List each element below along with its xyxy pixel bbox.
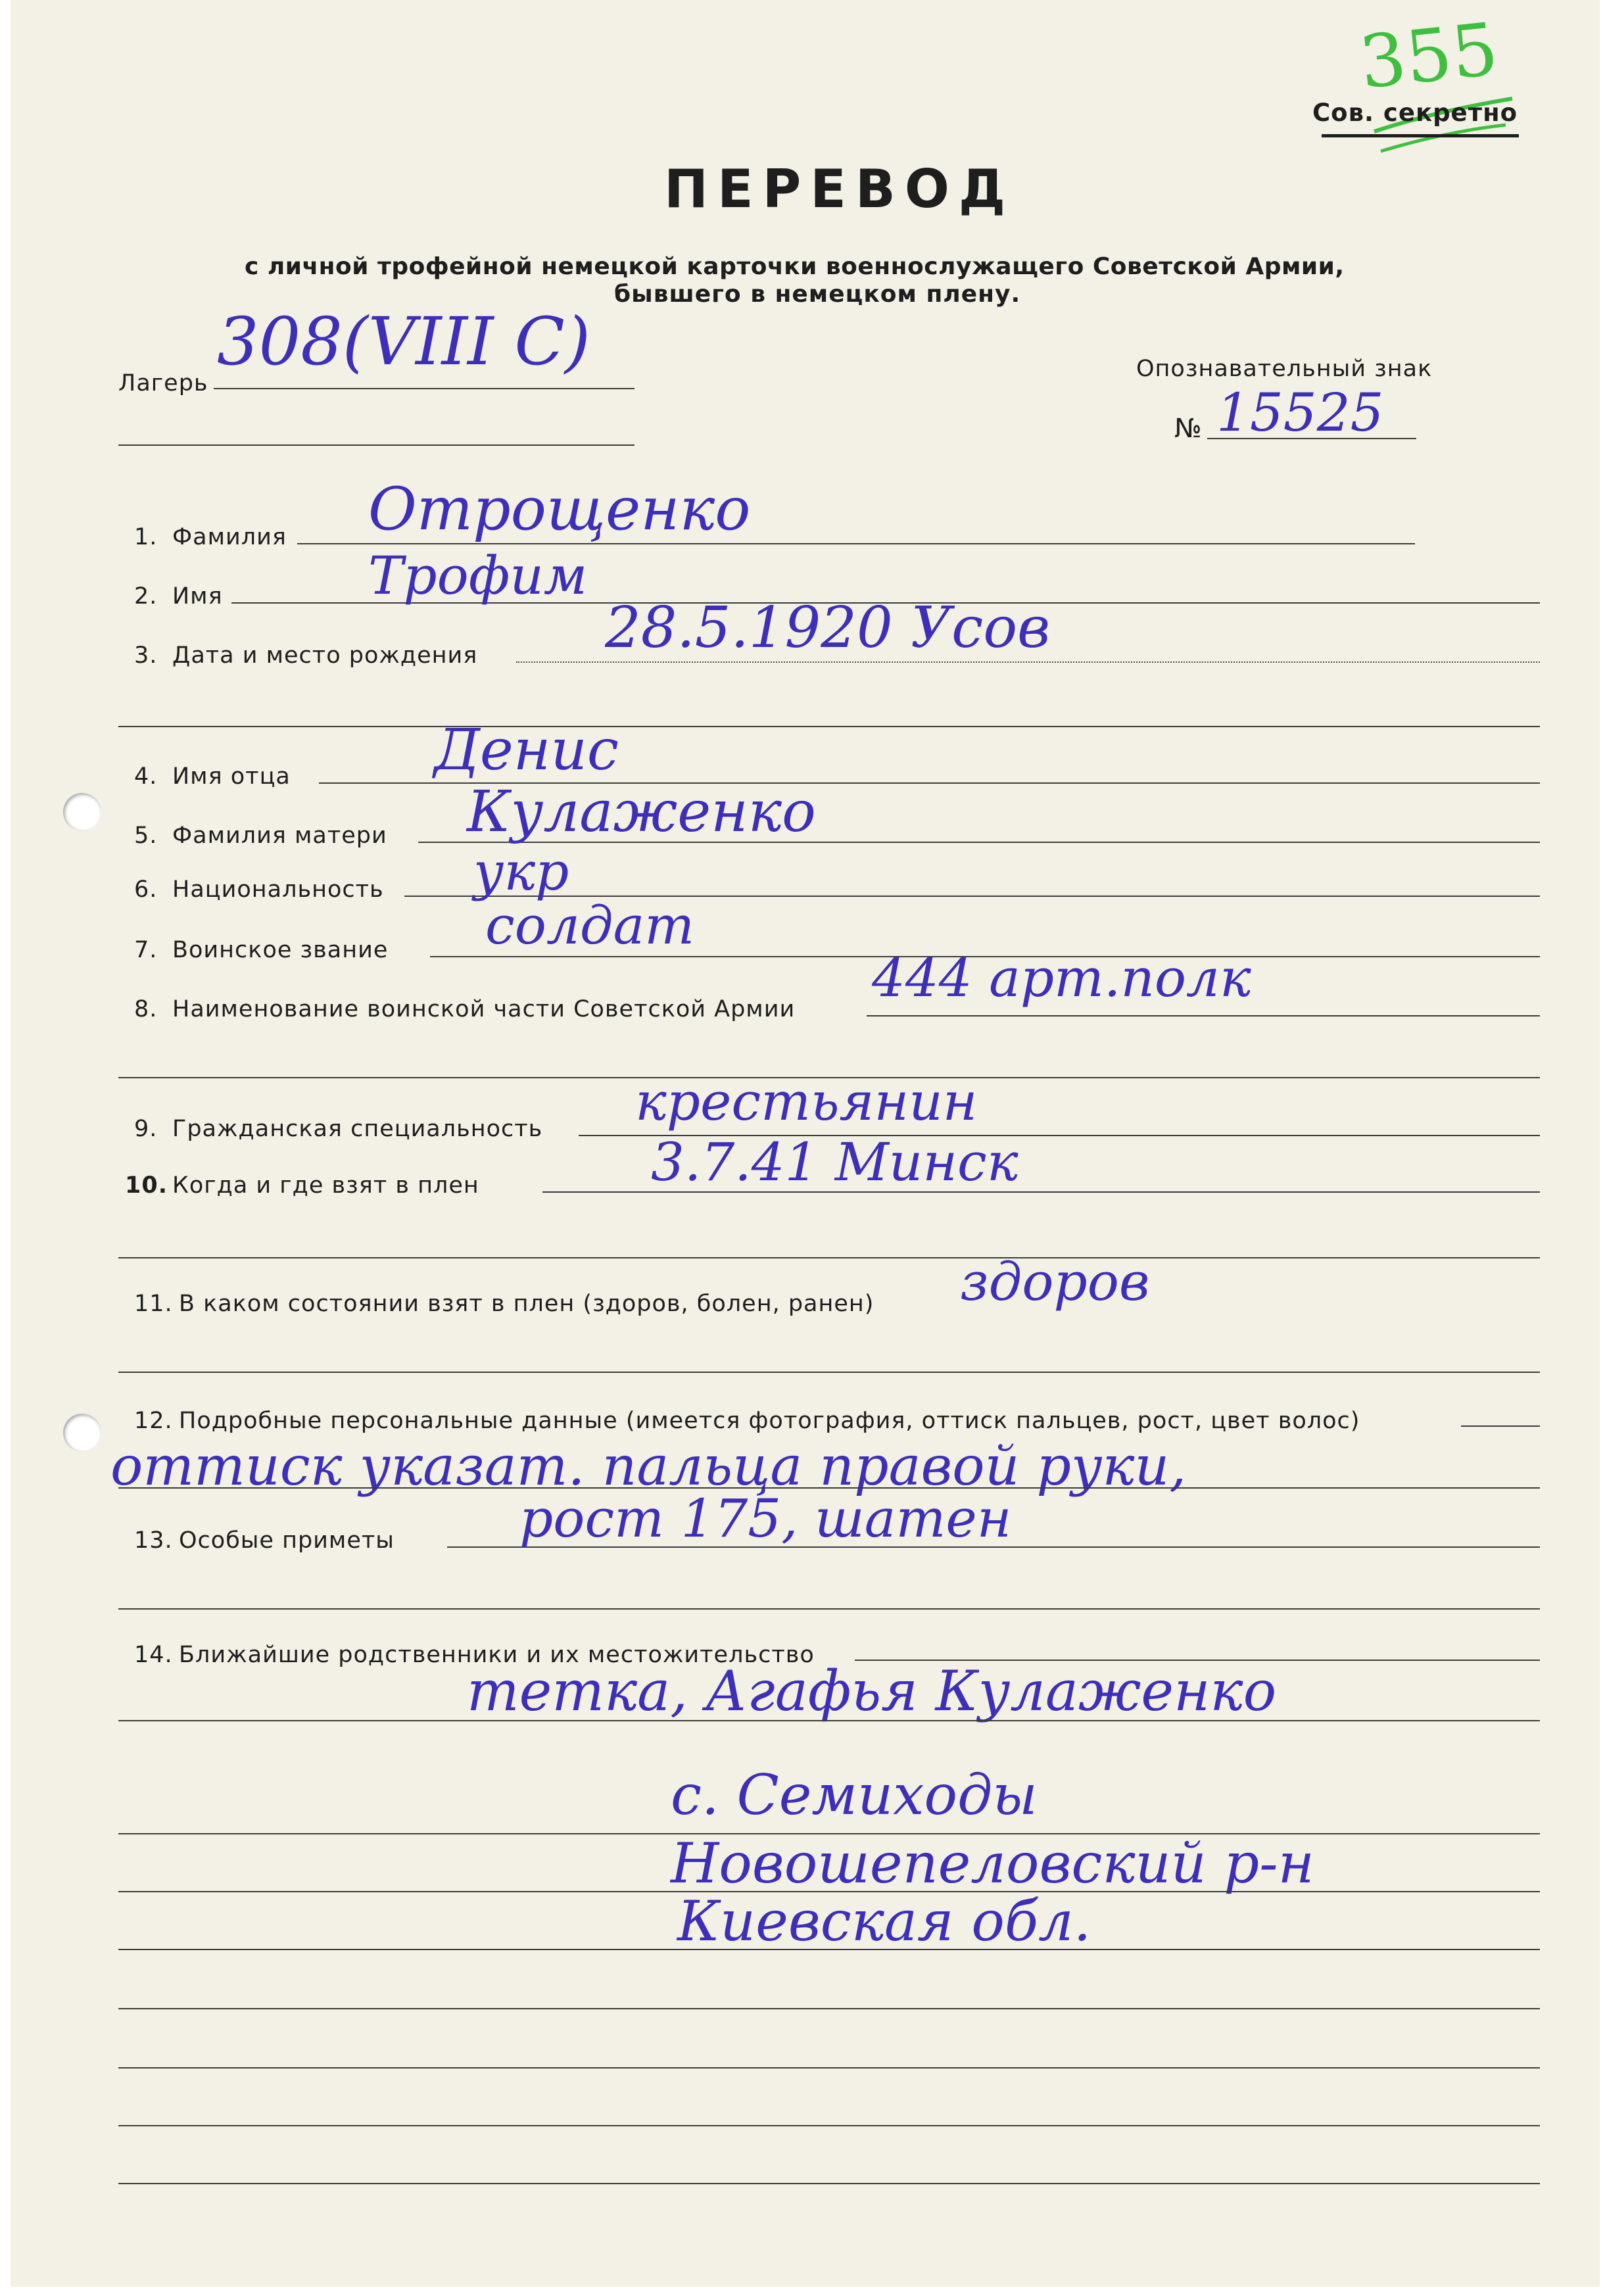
field-1-value: Отрощенко: [368, 475, 751, 544]
field-7-label: Воинское звание: [172, 937, 389, 963]
field-10-number: 10.: [125, 1172, 168, 1199]
camp-line: [214, 388, 635, 389]
field-9-value: крестьянин: [635, 1071, 978, 1132]
field-9-label: Гражданская специальность: [172, 1116, 543, 1142]
field-2-value: Трофим: [368, 545, 588, 606]
relatives-address-line-1: с. Семиходы: [671, 1763, 1038, 1827]
field-10-line-2: [118, 1257, 1540, 1258]
field-8-value: 444 арт.полк: [872, 947, 1251, 1009]
id-number-label: №: [1174, 414, 1203, 444]
field-3-line-2: [118, 726, 1540, 727]
field-12-number: 12.: [134, 1408, 173, 1434]
relatives-address-line-3: Киевская обл.: [677, 1889, 1091, 1953]
field-14-label: Ближайшие родственники и их местожительство: [179, 1642, 815, 1668]
camp-value: 308(VIII C): [217, 303, 590, 380]
field-4-label: Имя отца: [172, 763, 291, 790]
subtitle-line-2: бывшего в немецком плену.: [614, 281, 1021, 308]
field-3-label: Дата и место рождения: [172, 642, 478, 669]
address-line-5: [118, 2067, 1540, 2069]
field-12-line: [1461, 1425, 1540, 1427]
field-7-number: 7.: [134, 937, 158, 963]
address-line-4: [118, 2008, 1540, 2009]
field-10-label: Когда и где взят в плен: [172, 1172, 479, 1199]
field-11-value: здоров: [960, 1251, 1150, 1312]
field-11-label: В каком состоянии взят в плен (здоров, болен, ранен): [179, 1291, 874, 1317]
field-8-line: [867, 1015, 1540, 1016]
stamp-number: 355: [1355, 7, 1502, 105]
address-line-6: [118, 2125, 1540, 2126]
field-5-number: 5.: [134, 823, 158, 849]
field-13-label: Особые приметы: [179, 1527, 395, 1554]
field-7-value: солдат: [485, 895, 695, 956]
field-10-value: 3.7.41 Минск: [651, 1132, 1018, 1193]
field-2-number: 2.: [134, 583, 158, 610]
document-title: ПЕРЕВОД: [664, 158, 1015, 220]
field-1-number: 1.: [134, 524, 158, 550]
field-13-line-2: [118, 1608, 1540, 1610]
address-line-7: [118, 2183, 1540, 2184]
field-4-value: Денис: [434, 717, 619, 783]
address-line-3: [118, 1949, 1540, 1950]
camp-line-2: [118, 444, 635, 446]
subtitle-line-1: с личной трофейной немецкой карточки военнослужащего Советской Армии,: [245, 253, 1345, 280]
field-14-number: 14.: [134, 1642, 173, 1668]
field-6-label: Национальность: [172, 876, 384, 903]
field-2-label: Имя: [172, 583, 223, 610]
field-12-label: Подробные персональные данные (имеется фотография, оттиск пальцев, рост, цвет волос): [179, 1408, 1360, 1434]
field-9-number: 9.: [134, 1116, 158, 1142]
field-8-label: Наименование воинской части Советской Армии: [172, 996, 796, 1022]
field-12-value: оттиск указат. пальца правой руки,: [110, 1435, 1187, 1498]
field-14-value: тетка, Агафья Кулаженко: [467, 1659, 1277, 1723]
field-3-number: 3.: [134, 642, 158, 669]
id-mark-label: Опознавательный знак: [1136, 356, 1433, 382]
field-13-value: рост 175, шатен: [519, 1488, 1012, 1549]
classification-underline: [1322, 134, 1519, 137]
field-5-label: Фамилия матери: [172, 823, 387, 849]
field-13-number: 13.: [134, 1527, 173, 1554]
classification-label: Сов. секретно: [1312, 99, 1518, 127]
field-3-line: [516, 661, 1540, 663]
camp-label: Лагерь: [118, 370, 208, 396]
field-1-label: Фамилия: [172, 524, 287, 550]
field-14-line-2: [118, 1720, 1540, 1721]
field-6-number: 6.: [134, 876, 158, 903]
field-4-number: 4.: [134, 763, 158, 790]
field-11-line-2: [118, 1372, 1540, 1373]
field-11-number: 11.: [134, 1291, 173, 1317]
field-8-number: 8.: [134, 996, 158, 1022]
field-5-value: Кулаженко: [467, 779, 816, 845]
field-3-value: 28.5.1920 Усов: [605, 595, 1051, 661]
id-number-value: 15525: [1216, 382, 1384, 443]
field-6-value: укр: [473, 841, 569, 902]
relatives-address-line-2: Новошепеловский р-н: [671, 1831, 1314, 1896]
